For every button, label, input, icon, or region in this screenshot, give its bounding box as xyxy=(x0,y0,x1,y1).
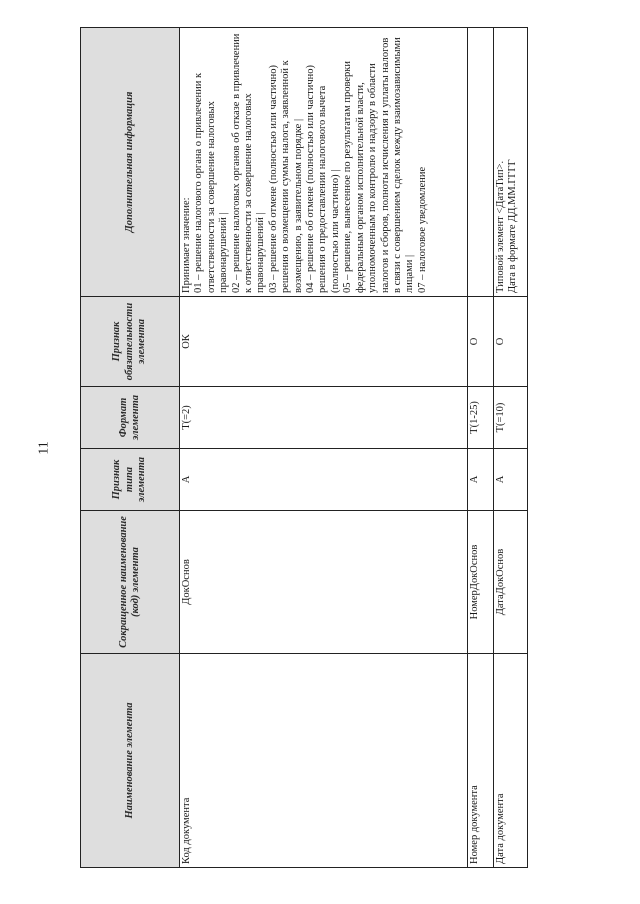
cell-short-name: ДатаДокОснов xyxy=(494,511,528,654)
cell-short-name: НомерДокОснов xyxy=(468,511,494,654)
cell-required: О xyxy=(468,297,494,387)
cell-format: Т(=10) xyxy=(494,387,528,449)
table-header-row xyxy=(81,28,180,868)
cell-format: Т(1-25) xyxy=(468,387,494,449)
rotated-table-container xyxy=(80,28,524,868)
elements-table xyxy=(80,27,528,868)
cell-required: ОК xyxy=(180,297,468,387)
cell-type: А xyxy=(494,449,528,511)
header-info: Дополнительная информация xyxy=(81,28,180,297)
cell-element-name: Дата документа xyxy=(494,654,528,868)
header-type: Признак типа элемента xyxy=(81,449,180,511)
info-line: Принимает значение: xyxy=(181,197,192,293)
info-line: 07 – налоговое уведомление xyxy=(416,166,428,293)
header-required: Признак обязательности элемента xyxy=(81,297,180,387)
table-row xyxy=(180,28,468,868)
header-short-name: Сокращенное наименование (код) элемента xyxy=(81,511,180,654)
info-line: 05 – решение, вынесенное по результатам проверки федеральным органом исполнительной власти, уполномоченным по контролю и надзору в области налогов и сборов, полноты исчисления и уплаты налогов в связи с совершением сделок между взаимозависимыми лицами | xyxy=(342,37,416,293)
cell-format: Т(=2) xyxy=(180,387,468,449)
cell-info xyxy=(468,28,494,297)
cell-short-name: ДокОснов xyxy=(180,511,468,654)
cell-element-name: Код документа xyxy=(180,654,468,868)
page-number: 11 xyxy=(36,441,52,455)
header-format: Формат элемента xyxy=(81,387,180,449)
info-line: Типовой элемент <ДатаТип>. xyxy=(495,160,506,293)
cell-info xyxy=(180,28,468,297)
info-line: 03 – решение об отмене (полностью или частично) решения о возмещении суммы налога, заявленной к возмещению, в заявительном порядке | xyxy=(267,60,304,293)
table-row xyxy=(468,28,494,868)
info-line: 02 – решение налоговых органов об отказе в привлечении к ответственности за совершение налоговых правонарушений | xyxy=(230,33,267,293)
cell-element-name: Номер документа xyxy=(468,654,494,868)
cell-type: А xyxy=(468,449,494,511)
info-line: 04 – решение об отмене (полностью или частично) решения о предоставлении налогового вычета (полностью или частично) | xyxy=(305,65,341,293)
info-line: 01 – решение налогового органа о привлечении к ответственности за совершение налоговых правонарушений | xyxy=(193,72,230,293)
cell-info xyxy=(494,28,528,297)
table-row xyxy=(494,28,528,868)
cell-required: О xyxy=(494,297,528,387)
info-line: Дата в формате ДД.ММ.ГГГГ xyxy=(507,159,519,293)
header-element-name: Наименование элемента xyxy=(81,654,180,868)
cell-type: А xyxy=(180,449,468,511)
